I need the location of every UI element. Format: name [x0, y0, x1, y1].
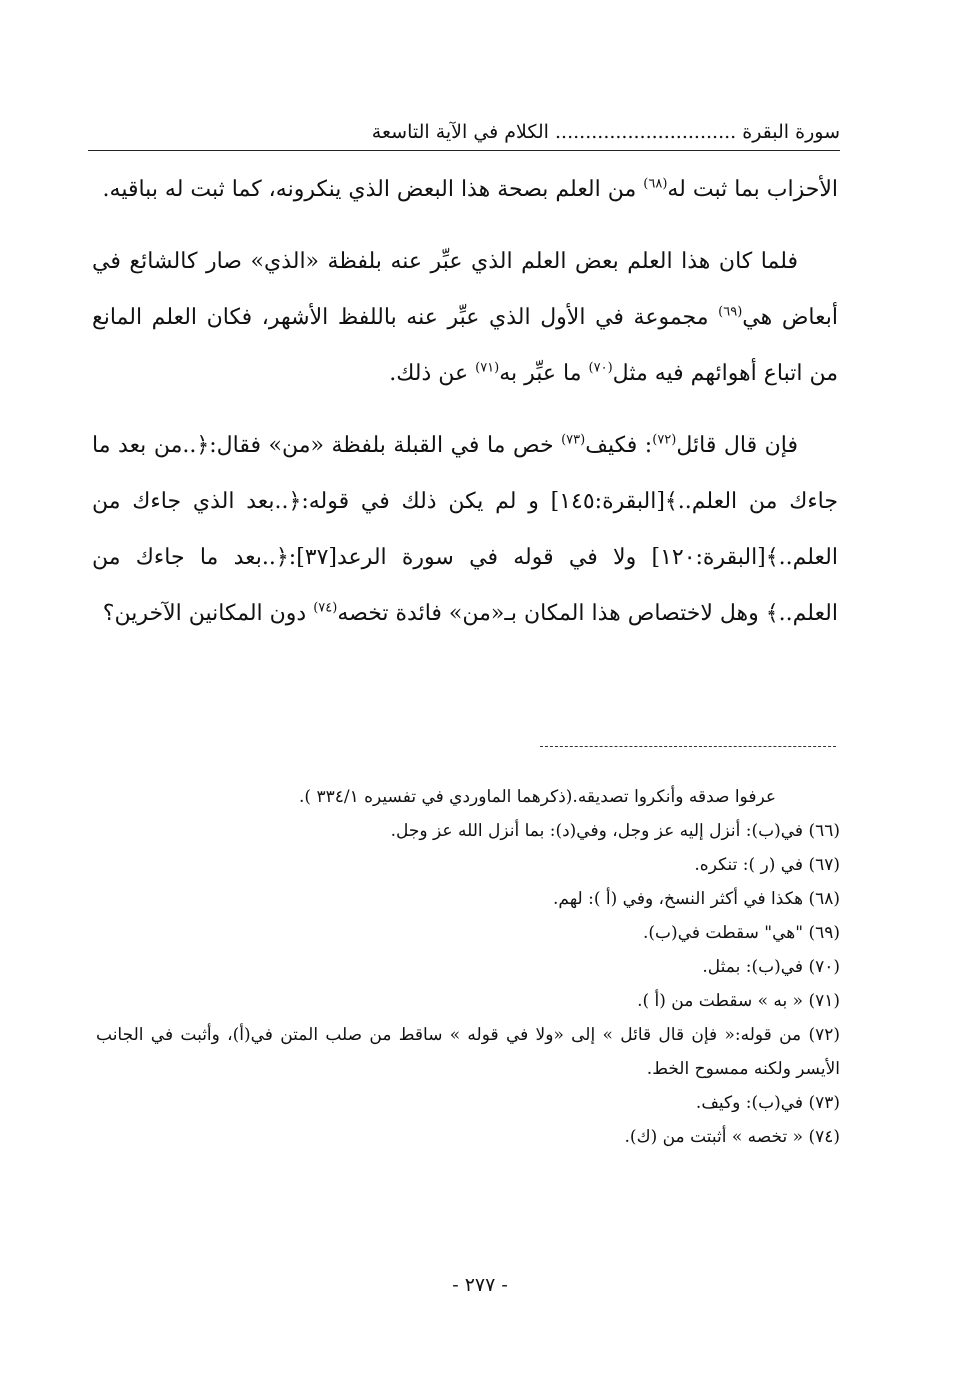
running-header: [88, 118, 840, 146]
paragraph-1-part-b: من العلم بصحة هذا البعض الذي ينكرونه، كما ثبت له بباقيه.: [102, 177, 644, 202]
footnote-73: (٧٣) في(ب): وكيف.: [695, 1093, 840, 1113]
footnote-72: (٧٢) من قوله:« فإن قال قائل » إلى «ولا في قوله » ساقط من صلب المتن في(أ)، وأثبت في الجانب الأيسر ولكنه ممسوح الخط.: [96, 1025, 840, 1079]
footnote-71: (٧١) « به » سقطت من (أ ).: [637, 991, 840, 1011]
header-section: الكلام في الآية التاسعة: [371, 121, 549, 143]
footnote-74: (٧٤) « تخصه » أثبتت من (ك).: [624, 1127, 840, 1147]
footnote-66: (٦٦) في(ب): أنزل إليه عز وجل، وفي(د): بما أنزل الله عز وجل.: [390, 821, 840, 841]
footnote-ref-69: (٦٩): [718, 304, 743, 320]
paragraph-2-part-a: فلما كان هذا العلم بعض العلم الذي عبِّر عنه بلفظة «الذي» صار كالشائع في أبعاض هي: [92, 249, 838, 330]
paragraph-1: [92, 162, 838, 218]
paragraph-1-part-a: الأحزاب بما ثبت له: [667, 177, 838, 202]
footnote-ref-74: (٧٤): [313, 600, 338, 616]
paragraph-2-part-b: مجموعة في الأول الذي عبِّر عنه باللفظ الأشهر، فكان العلم المانع من اتباع أهوائهم فيه مثل: [92, 305, 838, 386]
footnote-70: (٧٠) في(ب): بمثل.: [702, 957, 840, 977]
paragraph-2: [92, 234, 838, 402]
footnote-68: (٦٨) هكذا في أكثر النسخ، وفي (أ ): لهم.: [552, 889, 840, 909]
paragraph-2-part-d: عن ذلك.: [389, 361, 476, 386]
footnote-continuation: عرفوا صدقه وأنكروا تصديقه.(ذكرهما الماوردي في تفسيره ٣٣٤/١ ).: [299, 787, 776, 807]
page-number: - ٢٧٧ -: [452, 1274, 508, 1296]
paragraph-3-part-b: : فكيف: [585, 433, 653, 458]
footnote-separator: [540, 746, 836, 747]
footnote-67: (٦٧) في (ر ): تنكره.: [694, 855, 840, 875]
footnote-69: (٦٩) "هي" سقطت في(ب).: [643, 923, 840, 943]
footnote-ref-71: (٧١): [475, 360, 500, 376]
paragraph-2-part-c: ما عبِّر به: [499, 361, 589, 386]
paragraph-3-part-c: خص ما في القبلة بلفظة «من» فقال:﴿..من بعد ما جاءك من العلم..﴾[البقرة:١٤٥] و لم يكن ذلك في قوله:﴿..بعد الذي جاءك من العلم..﴾[البقرة:١٢٠] ولا في قوله في سورة الرعد[٣٧]:﴿..بعد ما جاءك من العلم..﴾ وهل لاختصاص هذا المكان بـ«من» فائدة تخصه: [92, 433, 838, 626]
header-dots: ..............................: [555, 121, 737, 143]
main-text: [92, 162, 838, 658]
paragraph-3-part-a: فإن قال قائل: [676, 433, 799, 458]
footnote-ref-72: (٧٢): [652, 432, 677, 448]
header-sura: سورة البقرة: [742, 121, 840, 143]
footnote-ref-73: (٧٣): [561, 432, 586, 448]
footnote-ref-68: (٦٨): [643, 176, 668, 192]
footnote-ref-70: (٧٠): [588, 360, 613, 376]
paragraph-3-part-d: دون المكانين الآخرين؟: [102, 601, 314, 626]
paragraph-3: [92, 418, 838, 642]
header-rule: [88, 150, 840, 151]
footnotes: [96, 780, 840, 1154]
